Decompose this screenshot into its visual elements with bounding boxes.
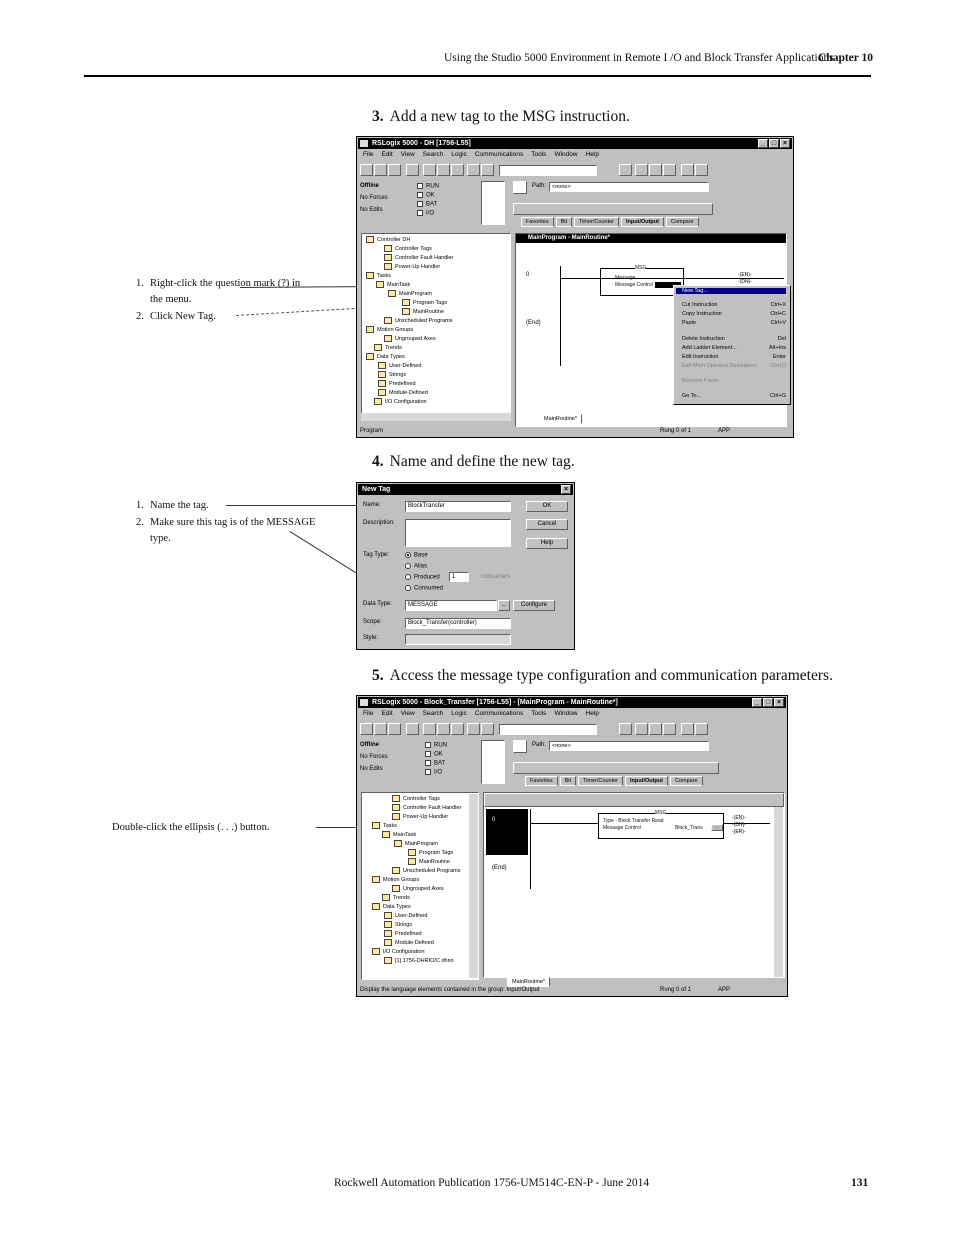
tree2-io-configuration[interactable]: I/O Configuration: [372, 948, 425, 955]
open-file-icon-2[interactable]: [374, 723, 387, 735]
tab2-input-output[interactable]: Input/Output: [625, 776, 668, 786]
rung-selected-marker: [486, 809, 528, 855]
step-3-note-1: 1. Right-click the question mark (?) in the menu.: [136, 278, 301, 305]
tree-unscheduled[interactable]: Unscheduled Programs: [384, 317, 452, 324]
copy-icon-2[interactable]: [437, 723, 450, 735]
paste-icon-2[interactable]: [451, 723, 464, 735]
step-5-heading: [372, 667, 833, 685]
running-header-title: Using the Studio 5000 Environment in Remote I /O and Block Transfer Applications: [444, 52, 834, 64]
run-indicator-2: RUN: [425, 742, 447, 749]
verify-icon-2[interactable]: [619, 723, 632, 735]
menu-paste[interactable]: Paste Ctrl+V: [682, 320, 786, 326]
rung-end: (End): [526, 320, 541, 326]
tree-trends[interactable]: Trends: [374, 344, 402, 351]
ladder-vscroll[interactable]: [774, 807, 783, 977]
rung-number: 0: [526, 272, 530, 278]
menu-search[interactable]: Search: [422, 151, 444, 158]
scope-select[interactable]: Block_Transfer(controller): [405, 618, 511, 629]
tab2-compare[interactable]: Compare: [670, 776, 703, 786]
minimize-button-2[interactable]: _: [752, 698, 762, 707]
data-type-input[interactable]: MESSAGE: [405, 600, 497, 611]
tree2-powerup-handler[interactable]: Power-Up Handler: [392, 813, 448, 820]
tree2-controller-tags[interactable]: Controller Tags: [392, 795, 440, 802]
path-label-2: Path:: [532, 742, 547, 748]
tab2-timer-counter[interactable]: Timer/Counter: [578, 776, 623, 786]
network-icon-2[interactable]: [513, 740, 527, 753]
network-icon[interactable]: [513, 181, 527, 194]
routine-titlebar: MainProgram - MainRoutine*: [516, 234, 786, 243]
step-4-number: 4.: [372, 453, 384, 470]
menu2-edit[interactable]: Edit: [381, 710, 393, 717]
help-button[interactable]: Help: [526, 538, 568, 549]
tree2-maintask[interactable]: MainTask: [382, 831, 416, 838]
tree-io-configuration[interactable]: I/O Configuration: [374, 398, 427, 405]
tree2-strings[interactable]: Strings: [384, 921, 412, 928]
tree-predefined[interactable]: Predefined: [378, 380, 416, 387]
sheet-tab-mainroutine-2[interactable]: MainRoutine*: [507, 977, 550, 987]
controller-organizer: [361, 233, 511, 421]
tree-ungrouped-axes[interactable]: Ungrouped Axes: [384, 335, 436, 342]
tree-strings[interactable]: Strings: [378, 371, 406, 378]
rslogix-window-1: [356, 136, 794, 438]
cut-icon[interactable]: [423, 164, 436, 176]
maximize-button[interactable]: □: [769, 139, 779, 148]
step-3-note-2: 2. Click New Tag.: [136, 311, 216, 322]
menu-delete-instruction[interactable]: Delete Instruction Del: [682, 336, 786, 342]
footer-page-number: 131: [851, 1177, 869, 1189]
tree2-motion-groups[interactable]: Motion Groups: [372, 876, 419, 883]
menu2-window[interactable]: Window: [554, 710, 578, 717]
io-indicator: I/O: [417, 210, 434, 217]
tree-controller[interactable]: Controller DH: [366, 236, 410, 243]
tag-name-input[interactable]: BlockTransfer: [405, 501, 511, 512]
context-menu: [673, 285, 791, 405]
print-icon[interactable]: [406, 164, 419, 176]
cancel-button[interactable]: Cancel: [526, 519, 568, 530]
tree-module-defined[interactable]: Module-Defined: [378, 389, 428, 396]
tree-fault-handler[interactable]: Controller Fault Handler: [384, 254, 453, 261]
open-file-icon[interactable]: [374, 164, 387, 176]
instruction-tabs-2: [525, 776, 703, 786]
menu2-file[interactable]: File: [363, 710, 374, 717]
data-type-label: Data Type:: [363, 601, 392, 607]
forces-status-2: No Forces: [360, 754, 388, 760]
tab2-favorites[interactable]: Favorites: [525, 776, 558, 786]
tab2-bit[interactable]: Bit: [560, 776, 576, 786]
tree2-ungrouped-axes[interactable]: Ungrouped Axes: [392, 885, 444, 892]
tab-timer-counter[interactable]: Timer/Counter: [574, 217, 619, 227]
header-rule: [84, 75, 871, 77]
msg-instruction[interactable]: MSG Message Message Control: [600, 268, 684, 296]
en-output: -(EN)-: [738, 272, 752, 278]
controller-organizer-2: [361, 792, 479, 980]
tab-input-output[interactable]: Input/Output: [621, 217, 664, 227]
edits-status-2: No Edits: [360, 766, 383, 772]
instruction-toolbar[interactable]: [513, 203, 713, 215]
rung-end-2: (End): [492, 865, 507, 871]
print-icon-2[interactable]: [406, 723, 419, 735]
tree2-mainprogram[interactable]: MainProgram: [394, 840, 438, 847]
zoom-in-icon-2[interactable]: [681, 723, 694, 735]
window-1-titlebar: RSLogix 5000 - DH [1756-L55] _ □ ×: [358, 138, 792, 149]
tree-data-types[interactable]: Data Types: [366, 353, 405, 360]
tree-motion-groups[interactable]: Motion Groups: [366, 326, 413, 333]
instruction-tabs: [521, 217, 699, 227]
menu2-tools[interactable]: Tools: [531, 710, 547, 717]
toolbar-icon-a[interactable]: [635, 164, 648, 176]
configure-button[interactable]: Configure: [513, 600, 555, 611]
toolbar-combo[interactable]: [499, 165, 597, 176]
consumers-count[interactable]: 1: [449, 572, 469, 582]
window-2-titlebar: RSLogix 5000 - Block_Transfer [1756-L55] - [MainProgram - MainRoutine*] _ □ ×: [358, 697, 786, 708]
menu-file[interactable]: File: [363, 151, 374, 158]
menu-view[interactable]: View: [400, 151, 415, 158]
ok-indicator: OK: [417, 192, 435, 199]
tree2-mainroutine[interactable]: MainRoutine: [408, 858, 450, 865]
maximize-button-2[interactable]: □: [763, 698, 773, 707]
style-label: Style:: [363, 635, 379, 641]
tree-hscroll[interactable]: [361, 413, 511, 421]
radio-alias[interactable]: Alias: [405, 563, 427, 570]
app-icon: [360, 140, 368, 147]
tree2-module-defined[interactable]: Module-Defined: [384, 939, 434, 946]
path-field-2[interactable]: <none>: [549, 741, 709, 751]
step-4-text: Name and define the new tag.: [389, 453, 575, 470]
step-3-heading: [372, 108, 630, 126]
toolbar-combo-2[interactable]: [499, 724, 597, 735]
undo-icon-2[interactable]: [467, 723, 480, 735]
menu-tools[interactable]: Tools: [531, 151, 547, 158]
instruction-toolbar-2[interactable]: [513, 762, 719, 774]
consumers-label: consumers: [481, 574, 511, 580]
minimize-button[interactable]: _: [758, 139, 768, 148]
close-button[interactable]: ×: [780, 139, 790, 148]
toolbar-icon-c-2[interactable]: [663, 723, 676, 735]
en-output-2: -(EN)-: [732, 815, 746, 821]
tree2-user-defined[interactable]: User-Defined: [384, 912, 427, 919]
dn-output: -(DN)-: [738, 279, 752, 285]
radio-produced[interactable]: Produced: [405, 574, 440, 581]
window-2-statusbar: Display the language elements contained in the group: Input/Output Rung 0 of 1 APP: [360, 987, 731, 993]
tree2-program-tags[interactable]: Program Tags: [408, 849, 453, 856]
tree-powerup-handler[interactable]: Power-Up Handler: [384, 263, 440, 270]
tree-mainprogram[interactable]: MainProgram: [388, 290, 432, 297]
step-4-note-1: 1. Name the tag.: [136, 500, 209, 511]
tree-user-defined[interactable]: User-Defined: [378, 362, 421, 369]
ok-button[interactable]: OK: [526, 501, 568, 512]
menu-go-to[interactable]: Go To... Ctrl+G: [682, 393, 786, 399]
tree2-trends[interactable]: Trends: [382, 894, 410, 901]
keyswitch-icon-2: [481, 740, 505, 784]
menu2-help[interactable]: Help: [585, 710, 599, 717]
bat-indicator: BAT: [417, 201, 437, 208]
running-header-chapter: Chapter 10: [818, 52, 874, 64]
tree-controller-tags[interactable]: Controller Tags: [384, 245, 432, 252]
toolbar-icon-b-2[interactable]: [649, 723, 662, 735]
menu-edit[interactable]: Edit: [381, 151, 393, 158]
scope-label: Scope:: [363, 619, 382, 625]
copy-icon[interactable]: [437, 164, 450, 176]
menu2-communications[interactable]: Communications: [474, 710, 524, 717]
cut-icon-2[interactable]: [423, 723, 436, 735]
menu-remove-force[interactable]: Remove Force: [682, 378, 719, 384]
menu-communications[interactable]: Communications: [474, 151, 524, 158]
er-output-2: -(ER)-: [732, 829, 746, 835]
bat-indicator-2: BAT: [425, 760, 445, 767]
tree2-tasks[interactable]: Tasks: [372, 822, 397, 829]
step-4-note-2: 2. Make sure this tag is of the MESSAGE type.: [136, 517, 316, 544]
tree-maintask[interactable]: MainTask: [376, 281, 410, 288]
footer-publication: Rockwell Automation Publication 1756-UM514C-EN-P - June 2014: [334, 1177, 650, 1189]
menu2-view[interactable]: View: [400, 710, 415, 717]
mode-status-2: Offline: [360, 742, 379, 748]
path-label: Path:: [532, 183, 547, 189]
redo-icon-2[interactable]: [481, 723, 494, 735]
window-1-menubar: [359, 150, 791, 160]
toolbar-icon-b[interactable]: [649, 164, 662, 176]
sheet-tabs: [539, 414, 582, 424]
menu2-logic[interactable]: Logic: [451, 710, 467, 717]
zoom-out-icon-2[interactable]: [695, 723, 708, 735]
paste-icon[interactable]: [451, 164, 464, 176]
menu-cut-instruction[interactable]: Cut Instruction Ctrl+X: [682, 302, 786, 308]
window-1-statusbar: Program Rung 0 of 1 APP: [360, 428, 731, 434]
ellipsis-button[interactable]: ...: [711, 824, 723, 831]
new-file-icon-2[interactable]: [360, 723, 373, 735]
tree-tasks[interactable]: Tasks: [366, 272, 391, 279]
tree-mainroutine[interactable]: MainRoutine: [402, 308, 444, 315]
new-tag-dialog: [356, 482, 575, 650]
style-select[interactable]: [405, 634, 511, 645]
menu-logic[interactable]: Logic: [451, 151, 467, 158]
mode-status: Offline: [360, 183, 379, 189]
save-icon-2[interactable]: [388, 723, 401, 735]
rung-number-2: 0: [492, 817, 496, 823]
path-field[interactable]: <none>: [549, 182, 709, 192]
step-4-heading: [372, 453, 575, 471]
keyswitch-icon: [481, 181, 505, 225]
new-file-icon[interactable]: [360, 164, 373, 176]
tab-favorites[interactable]: Favorites: [521, 217, 554, 227]
close-button-2[interactable]: ×: [774, 698, 784, 707]
radio-consumed[interactable]: Consumed: [405, 585, 443, 592]
step-5-text: Access the message type configuration and communication parameters.: [389, 667, 833, 684]
tag-type-label: Tag Type:: [363, 552, 389, 558]
menu-window[interactable]: Window: [554, 151, 578, 158]
data-type-browse-button[interactable]: ...: [498, 600, 510, 611]
ladder-toolbar[interactable]: [484, 793, 784, 807]
ladder-editor-2: [483, 792, 785, 978]
toolbar-icon-a-2[interactable]: [635, 723, 648, 735]
description-input[interactable]: [405, 519, 511, 547]
undo-icon[interactable]: [467, 164, 480, 176]
menu-help[interactable]: Help: [585, 151, 599, 158]
verify-icon[interactable]: [619, 164, 632, 176]
step-5-note: Double-click the ellipsis (. . .) button.: [112, 822, 270, 833]
tab-compare[interactable]: Compare: [666, 217, 699, 227]
rslogix-window-2: [356, 695, 788, 997]
app-icon-2: [360, 699, 368, 706]
menu-add-ladder-element[interactable]: Add Ladder Element... Alt+Ins: [682, 345, 786, 351]
menu-edit-instruction[interactable]: Edit Instruction Enter: [682, 354, 786, 360]
radio-base[interactable]: Base: [405, 552, 428, 559]
step-3-text: Add a new tag to the MSG instruction.: [389, 108, 630, 125]
tree2-fault-handler[interactable]: Controller Fault Handler: [392, 804, 461, 811]
step-5-number: 5.: [372, 667, 384, 684]
dn-output-2: -(DN)-: [732, 822, 746, 828]
toolbar-icon-c[interactable]: [663, 164, 676, 176]
tree-vscroll[interactable]: [469, 794, 478, 978]
name-label: Name:: [363, 502, 381, 508]
tree-program-tags[interactable]: Program Tags: [402, 299, 447, 306]
zoom-in-icon[interactable]: [681, 164, 694, 176]
dialog-close-button[interactable]: ×: [561, 485, 571, 494]
redo-icon[interactable]: [481, 164, 494, 176]
msg-instruction-2[interactable]: MSG Type - Block Transfer Read Message Control Block_Trans ...: [598, 813, 724, 839]
zoom-out-icon[interactable]: [695, 164, 708, 176]
forces-status: No Forces: [360, 195, 388, 201]
ok-indicator-2: OK: [425, 751, 443, 758]
tree2-dhrio-module[interactable]: [1] 1756-DHRIO/C dhrio: [384, 957, 454, 964]
save-icon[interactable]: [388, 164, 401, 176]
io-indicator-2: I/O: [425, 769, 442, 776]
tab-bit[interactable]: Bit: [556, 217, 572, 227]
menu-copy-instruction[interactable]: Copy Instruction Ctrl+C: [682, 311, 786, 317]
edits-status: No Edits: [360, 207, 383, 213]
tree2-data-types[interactable]: Data Types: [372, 903, 411, 910]
description-label: Description:: [363, 520, 395, 526]
tree2-unscheduled[interactable]: Unscheduled Programs: [392, 867, 460, 874]
window-2-menubar: [359, 709, 785, 719]
run-indicator: RUN: [417, 183, 439, 190]
step-3-number: 3.: [372, 108, 384, 125]
menu-new-tag[interactable]: New Tag...: [676, 288, 786, 294]
menu2-search[interactable]: Search: [422, 710, 444, 717]
menu-edit-operand-description[interactable]: Edit Main Operand Description Ctrl+D: [682, 363, 786, 369]
tree2-predefined[interactable]: Predefined: [384, 930, 422, 937]
sheet-tab-mainroutine[interactable]: MainRoutine*: [539, 414, 582, 424]
new-tag-titlebar: New Tag ×: [358, 484, 573, 495]
